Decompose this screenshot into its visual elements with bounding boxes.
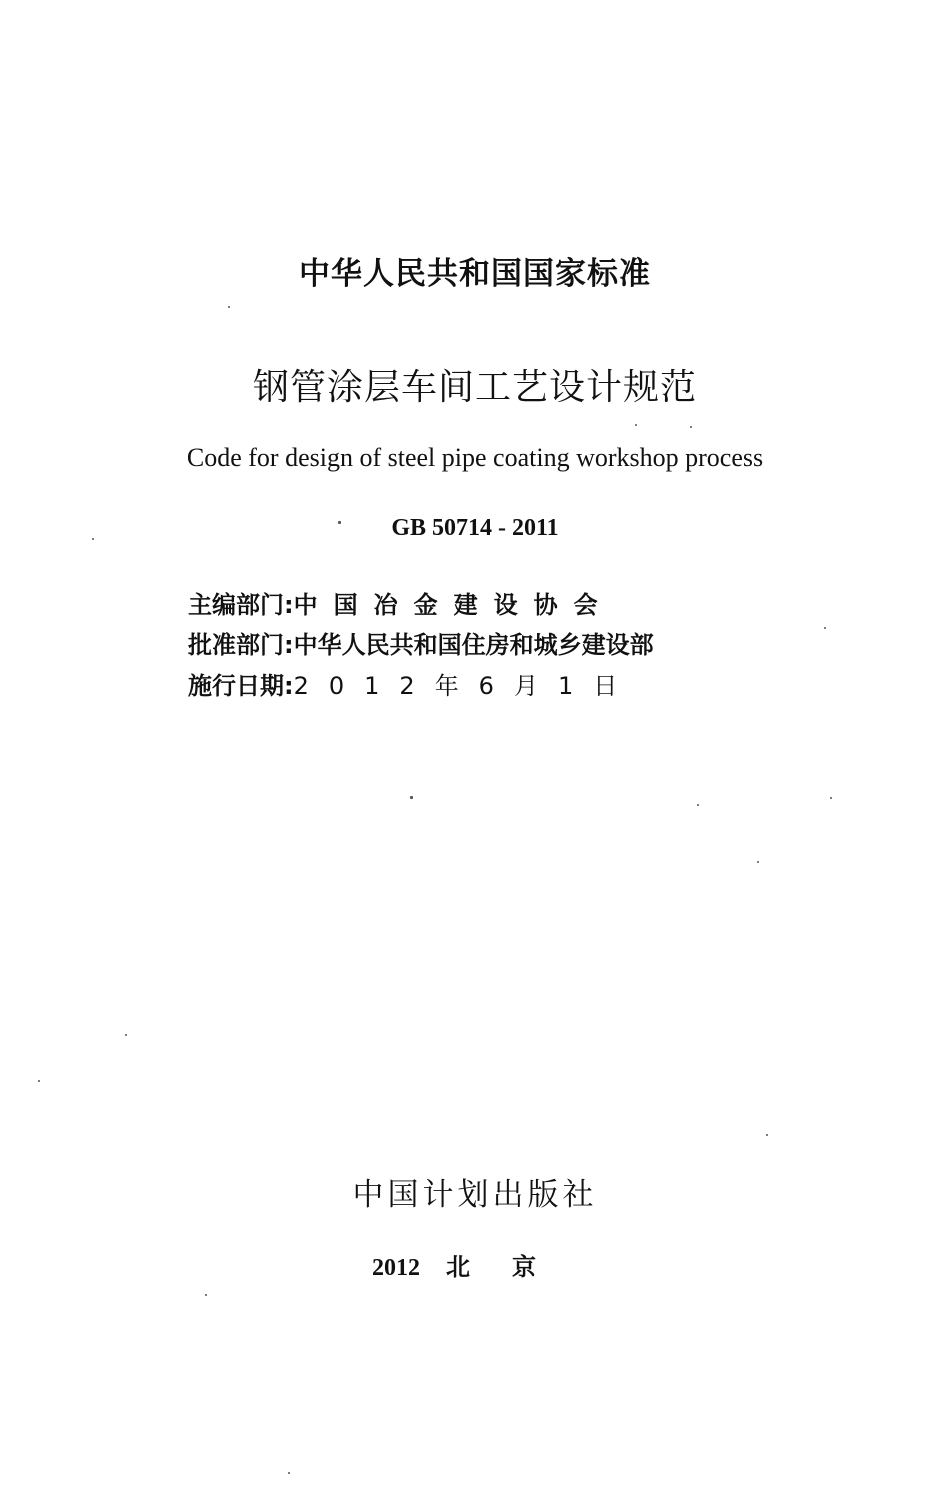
effective-date-line [188,666,637,701]
scan-speck [824,627,826,629]
scan-speck [338,521,341,524]
effective-date-value: 2012年6月1日 [293,672,638,700]
scan-speck [38,1080,40,1082]
scan-speck [92,538,94,540]
scan-speck [228,306,230,308]
chief-editor-value: 中国冶金建设协会 [293,591,614,619]
scan-speck [697,804,699,806]
chief-editor-label: 主编部门: [188,591,294,619]
publication-year-city [0,1247,950,1282]
standard-code: GB 50714 - 2011 [391,515,559,541]
publication-city: 北京 [446,1253,578,1281]
scan-speck [205,1294,207,1296]
approval-value: 中华人民共和国住房和城乡建设部 [293,631,654,659]
chinese-title: 钢管涂层车间工艺设计规范 [252,367,697,408]
publication-year: 2012 [372,1255,420,1281]
approval-label: 批准部门: [188,631,294,659]
approval-line [188,625,654,660]
scan-speck [635,424,637,426]
scan-speck [757,861,759,863]
scan-speck [766,1134,768,1136]
scan-speck [690,426,692,428]
chief-editor-line [188,585,614,620]
scan-speck [410,796,413,799]
scan-speck [125,1034,127,1036]
publisher-name: 中国计划出版社 [352,1177,598,1213]
english-title: Code for design of steel pipe coating workshop process [186,443,764,472]
scan-speck [288,1472,290,1474]
scan-speck [830,797,832,799]
standard-heading: 中华人民共和国国家标准 [299,256,651,292]
effective-date-label: 施行日期: [188,672,294,700]
